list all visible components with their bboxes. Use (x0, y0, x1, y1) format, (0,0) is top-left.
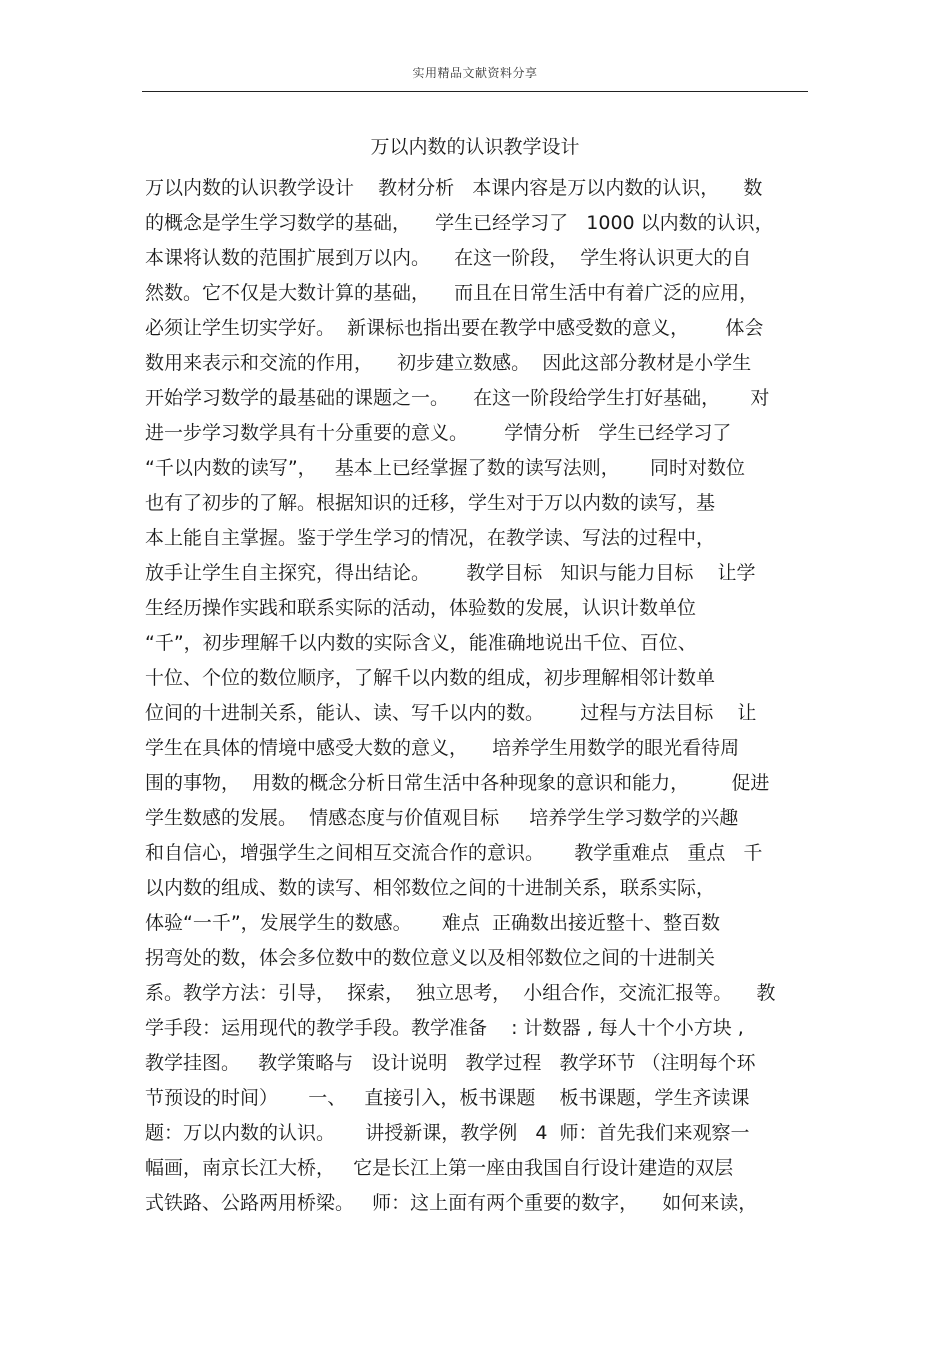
body-line: 位间的十进制关系，能认、读、写千以内的数。 过程与方法目标 让 (145, 702, 757, 724)
body-line: 数用来表示和交流的作用， 初步建立数感。 因此这部分教材是小学生 (145, 352, 752, 374)
body-line: 放手让学生自主探究，得出结论。 教学目标 知识与能力目标 让学 (145, 562, 756, 584)
body-line: 也有了初步的了解。根据知识的迁移，学生对于万以内数的读写，基 (145, 492, 716, 514)
body-line: 十位、个位的数位顺序，了解千以内数的组成，初步理解相邻计数单 (145, 667, 716, 689)
body-line: 拐弯处的数，体会多位数中的数位意义以及相邻数位之间的十进制关 (145, 947, 716, 969)
body-line: 必须让学生切实学好。 新课标也指出要在教学中感受数的意义， 体会 (145, 317, 764, 339)
body-line: 节预设的时间） 一、 直接引入，板书课题 板书课题，学生齐读课 (145, 1087, 750, 1109)
body-line: 开始学习数学的最基础的课题之一。 在这一阶段给学生打好基础， 对 (145, 387, 770, 409)
document-title: 万以内数的认识教学设计 (370, 136, 580, 158)
body-line: 体验“一千”，发展学生的数感。 难点 正确数出接近整十、整百数 (145, 912, 720, 934)
body-line: 式铁路、公路两用桥梁。 师：这上面有两个重要的数字， 如何来读， (145, 1192, 758, 1214)
body-line: 然数。它不仅是大数计算的基础， 而且在日常生活中有着广泛的应用， (145, 282, 759, 304)
body-line: 学生在具体的情境中感受大数的意义， 培养学生用数学的眼光看待周 (145, 737, 740, 759)
body-line: 和自信心，增强学生之间相互交流合作的意识。 教学重难点 重点 千 (145, 842, 763, 864)
header-divider (142, 91, 808, 92)
body-line: 系。教学方法：引导， 探索， 独立思考， 小组合作，交流汇报等。 教 (145, 982, 776, 1004)
body-line: 学生数感的发展。 情感态度与价值观目标 培养学生学习数学的兴趣 (145, 807, 739, 829)
body-line: 教学挂图。 教学策略与 设计说明 教学过程 教学环节 （注明每个环 (145, 1052, 756, 1074)
body-line: 进一步学习数学具有十分重要的意义。 学情分析 学生已经学习了 (145, 422, 732, 444)
body-line: 题：万以内数的认识。 讲授新课，教学例 4 师：首先我们来观察一 (145, 1122, 750, 1144)
body-line: 幅画，南京长江大桥， 它是长江上第一座由我国自行设计建造的双层 (145, 1157, 734, 1179)
body-line: 本课将认数的范围扩展到万以内。 在这一阶段， 学生将认识更大的自 (145, 247, 752, 269)
document-body (145, 171, 815, 1221)
body-line: 万以内数的认识教学设计 教材分析 本课内容是万以内数的认识， 数 (145, 177, 763, 199)
body-line: “千”，初步理解千以内数的实际含义，能准确地说出千位、百位、 (145, 632, 697, 654)
body-line: 生经历操作实践和联系实际的活动，体验数的发展，认识计数单位 (145, 597, 697, 619)
page-header: 实用精品文献资料分享 (412, 66, 538, 80)
body-line: 本上能自主掌握。鉴于学生学习的情况，在教学读、写法的过程中， (145, 527, 716, 549)
body-line: 学手段：运用现代的教学手段。教学准备 : 计数器 , 每人十个小方块 , (145, 1017, 744, 1039)
body-line: “千以内数的读写”， 基本上已经掌握了数的读写法则， 同时对数位 (145, 457, 746, 479)
body-line: 围的事物， 用数的概念分析日常生活中各种现象的意识和能力， 促进 (145, 772, 770, 794)
body-line: 的概念是学生学习数学的基础， 学生已经学习了 1000 以内数的认识， (145, 212, 774, 234)
body-line: 以内数的组成、数的读写、相邻数位之间的十进制关系，联系实际， (145, 877, 716, 899)
